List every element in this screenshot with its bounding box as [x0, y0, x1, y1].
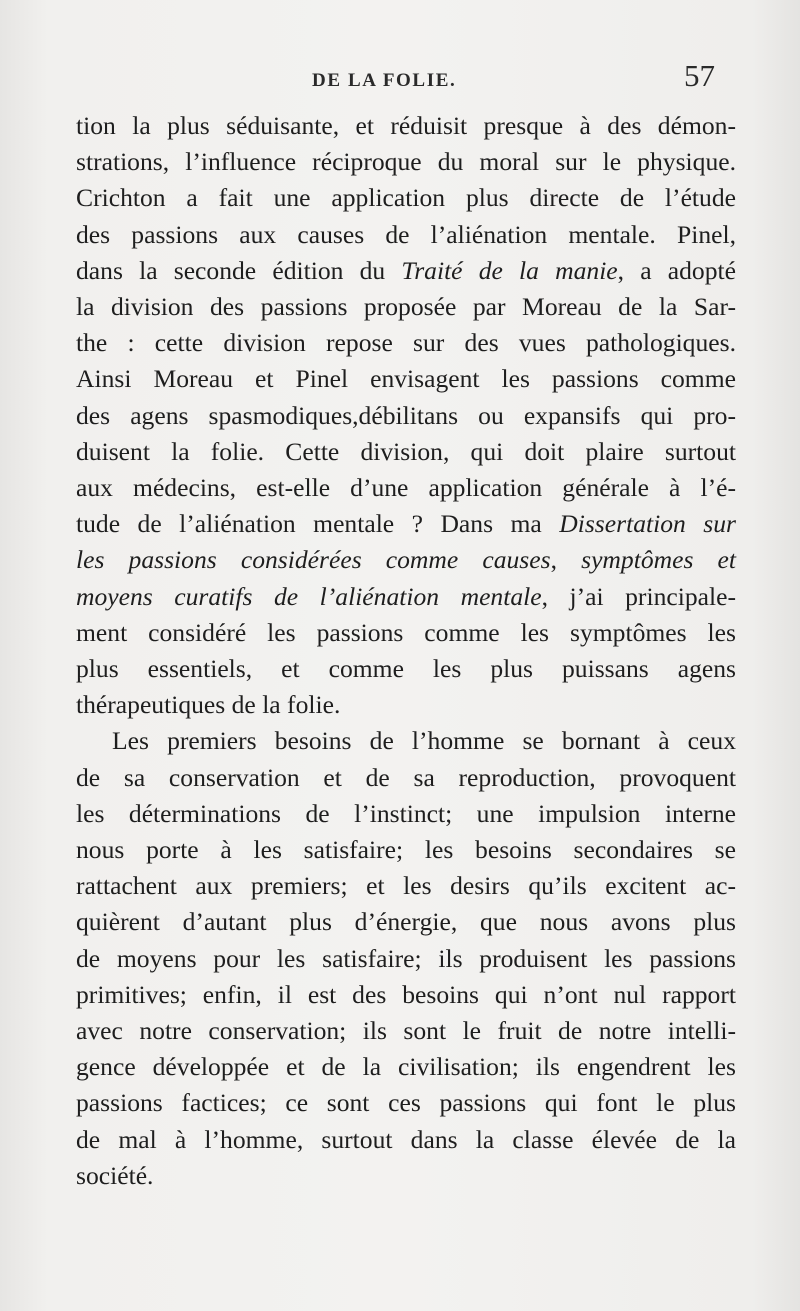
text-line: duisent la folie. Cette division, qui doit plaire surtout — [76, 436, 736, 466]
text-line: nous porte à les satisfaire; les besoins secondaires se — [76, 835, 736, 865]
text-line: the : cette division repose sur des vues pathologiques. — [76, 328, 736, 358]
text-run: , a adopté — [617, 255, 737, 285]
text-line — [76, 542, 736, 578]
text-line: des passions aux causes de l’aliénation mentale. Pinel, — [76, 219, 736, 249]
text-line: Crichton a fait une application plus directe de l’étude — [76, 183, 736, 213]
text-line: de moyens pour les satisfaire; ils produisent les passions — [76, 943, 736, 973]
text-line: ment considéré les passions comme les symptômes les — [76, 617, 736, 647]
text-line: plus essentiels, et comme les plus puissans agens — [76, 654, 736, 684]
paragraph-2 — [76, 723, 736, 1194]
text-line: de mal à l’homme, surtout dans la classe élevée de la — [76, 1124, 736, 1154]
text-run: , j’ai principale- — [541, 581, 736, 611]
dissertation-title-italic: les passions considérées comme causes — [76, 545, 551, 575]
text-line: passions factices; ce sont ces passions qui font le plus — [76, 1088, 736, 1118]
text-line: de sa conservation et de sa reproduction, provoquent — [76, 762, 736, 792]
text-line: Les premiers besoins de l’homme se bornant à ceux — [112, 726, 736, 756]
text-line: thérapeutiques de la folie. — [76, 690, 341, 720]
dissertation-title-italic: Dissertation sur — [559, 509, 736, 539]
text-line: des agens spasmodiques,débilitans ou expansifs qui pro- — [76, 400, 736, 430]
text-line — [76, 579, 736, 615]
text-line — [76, 253, 736, 289]
running-title: DE LA FOLIE. — [312, 70, 457, 91]
book-title-italic: Traité de la manie — [401, 255, 618, 285]
text-line: société. — [76, 1160, 154, 1190]
text-run: , — [550, 545, 582, 575]
text-line: primitives; enfin, il est des besoins qui n’ont nul rapport — [76, 979, 736, 1009]
text-line: avec notre conservation; ils sont le fruit de notre intelli- — [76, 1016, 736, 1046]
text-line: Ainsi Moreau et Pinel envisagent les passions comme — [76, 364, 736, 394]
text-line: strations, l’influence réciproque du moral sur le physique. — [76, 147, 736, 177]
paragraph-1 — [76, 108, 736, 723]
text-line — [76, 506, 736, 542]
text-line: les déterminations de l’instinct; une impulsion interne — [76, 798, 736, 828]
dissertation-title-italic: symptômes et — [581, 545, 736, 575]
page-number: 57 — [684, 58, 715, 93]
text-line: tion la plus séduisante, et réduisit presque à des démon- — [76, 111, 736, 140]
text-line: rattachent aux premiers; et les desirs qu’ils excitent ac- — [76, 871, 736, 901]
text-run: dans la seconde édition du — [76, 255, 402, 285]
text-line: gence développée et de la civilisation; ils engendrent les — [76, 1052, 736, 1082]
text-line: aux médecins, est-elle d’une application générale à l’é- — [76, 473, 736, 503]
body-text — [76, 108, 736, 1194]
text-run: tude de l’aliénation mentale ? Dans ma — [76, 509, 560, 539]
text-line: la division des passions proposée par Moreau de la Sar- — [76, 292, 736, 322]
text-line: quièrent d’autant plus d’énergie, que nous avons plus — [76, 907, 736, 937]
dissertation-title-italic: moyens curatifs de l’aliénation mentale — [76, 581, 542, 611]
